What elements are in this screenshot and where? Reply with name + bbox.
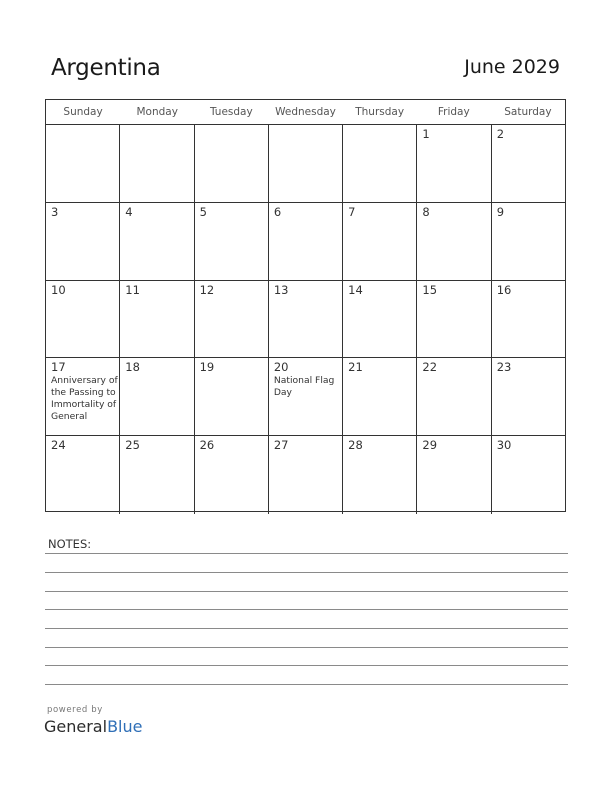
- day-number: 29: [422, 438, 438, 453]
- week-row-4: [46, 358, 565, 436]
- calendar-grid: [45, 99, 566, 512]
- day-number: 13: [273, 282, 289, 297]
- day-number: 20: [273, 360, 289, 375]
- day-cell: [492, 281, 565, 358]
- week-row-1: [46, 125, 565, 203]
- day-number: 1: [422, 127, 430, 141]
- day-cell: [120, 436, 194, 514]
- day-number: 17: [51, 360, 66, 375]
- day-cell: [417, 203, 491, 280]
- day-cell: [195, 281, 269, 358]
- day-cell: [492, 358, 565, 435]
- notes-line: [45, 665, 568, 666]
- day-cell: [269, 436, 343, 514]
- day-number: 22: [422, 360, 438, 375]
- day-cell: [417, 125, 491, 202]
- day-number: 24: [51, 438, 66, 453]
- day-cell: [269, 203, 343, 280]
- day-cell: [343, 358, 417, 435]
- day-cell: [492, 203, 565, 280]
- day-cell: [46, 436, 120, 514]
- day-cell: [195, 358, 269, 435]
- day-number: 6: [273, 204, 282, 219]
- day-number: 3: [51, 204, 59, 219]
- day-cell: [46, 281, 120, 358]
- day-number: 14: [348, 282, 363, 297]
- day-cell: [269, 358, 343, 435]
- week-row-5: [46, 436, 565, 514]
- day-number: 25: [125, 438, 140, 453]
- notes-line: [45, 628, 568, 629]
- day-number: 16: [496, 282, 512, 297]
- holiday-label: National Flag Day: [273, 375, 335, 399]
- day-cell: [46, 358, 120, 435]
- day-cell: [120, 125, 194, 202]
- weekday-sunday: Sunday: [63, 106, 103, 118]
- notes-line: [45, 572, 568, 573]
- day-cell: [46, 125, 120, 202]
- holiday-label: Anniversary of the Passing to Immortality of General: [51, 375, 118, 423]
- day-number: 28: [348, 438, 363, 453]
- weekday-monday: Monday: [136, 106, 178, 118]
- day-number: 27: [273, 438, 289, 453]
- notes-line: [45, 647, 568, 648]
- day-cell: [417, 436, 491, 514]
- day-cell: [46, 203, 120, 280]
- notes-line: [45, 553, 568, 554]
- notes-label: NOTES:: [48, 537, 92, 551]
- day-cell: [195, 203, 269, 280]
- day-number: 7: [348, 204, 356, 219]
- day-number: 2: [496, 127, 505, 141]
- day-cell: [269, 125, 343, 202]
- day-cell: [492, 436, 565, 514]
- day-number: 11: [125, 282, 140, 297]
- day-cell: [417, 281, 491, 358]
- day-cell: [120, 203, 194, 280]
- day-cell: [492, 125, 565, 202]
- day-number: 26: [199, 438, 215, 453]
- day-cell: [195, 436, 269, 514]
- country-title: Argentina: [51, 55, 161, 81]
- day-cell: [417, 358, 491, 435]
- weekday-wednesday: Wednesday: [275, 106, 336, 118]
- day-cell: [343, 281, 417, 358]
- powered-by-text: powered by: [47, 705, 103, 715]
- weekday-friday: Friday: [437, 106, 470, 118]
- week-row-2: [46, 203, 565, 281]
- day-number: 10: [51, 282, 66, 297]
- day-number: 21: [348, 360, 363, 375]
- day-number: 15: [422, 282, 438, 297]
- weekday-thursday: Thursday: [355, 106, 405, 118]
- day-number: 8: [422, 204, 430, 219]
- day-cell: [269, 281, 343, 358]
- day-number: 30: [496, 438, 512, 453]
- weekday-tuesday: Tuesday: [209, 106, 253, 118]
- day-cell: [120, 281, 194, 358]
- day-number: 23: [496, 360, 512, 375]
- weekday-header-row: [46, 100, 565, 125]
- day-number: 18: [125, 360, 140, 375]
- day-number: 9: [496, 204, 505, 219]
- generalblue-logo: [44, 717, 142, 736]
- week-row-3: [46, 281, 565, 359]
- day-cell: [343, 125, 417, 202]
- day-number: 19: [199, 360, 215, 375]
- brand-blue-text: Blue: [107, 717, 143, 736]
- notes-line: [45, 684, 568, 685]
- day-cell: [195, 125, 269, 202]
- day-number: 12: [199, 282, 215, 297]
- day-number: 5: [199, 204, 207, 219]
- notes-line: [45, 591, 568, 592]
- notes-line: [45, 609, 568, 610]
- weekday-saturday: Saturday: [504, 106, 552, 118]
- brand-general-text: General: [44, 717, 108, 736]
- day-number: 4: [125, 204, 133, 219]
- day-cell: [120, 358, 194, 435]
- day-cell: [343, 436, 417, 514]
- day-cell: [343, 203, 417, 280]
- month-year-title: June 2029: [464, 56, 560, 78]
